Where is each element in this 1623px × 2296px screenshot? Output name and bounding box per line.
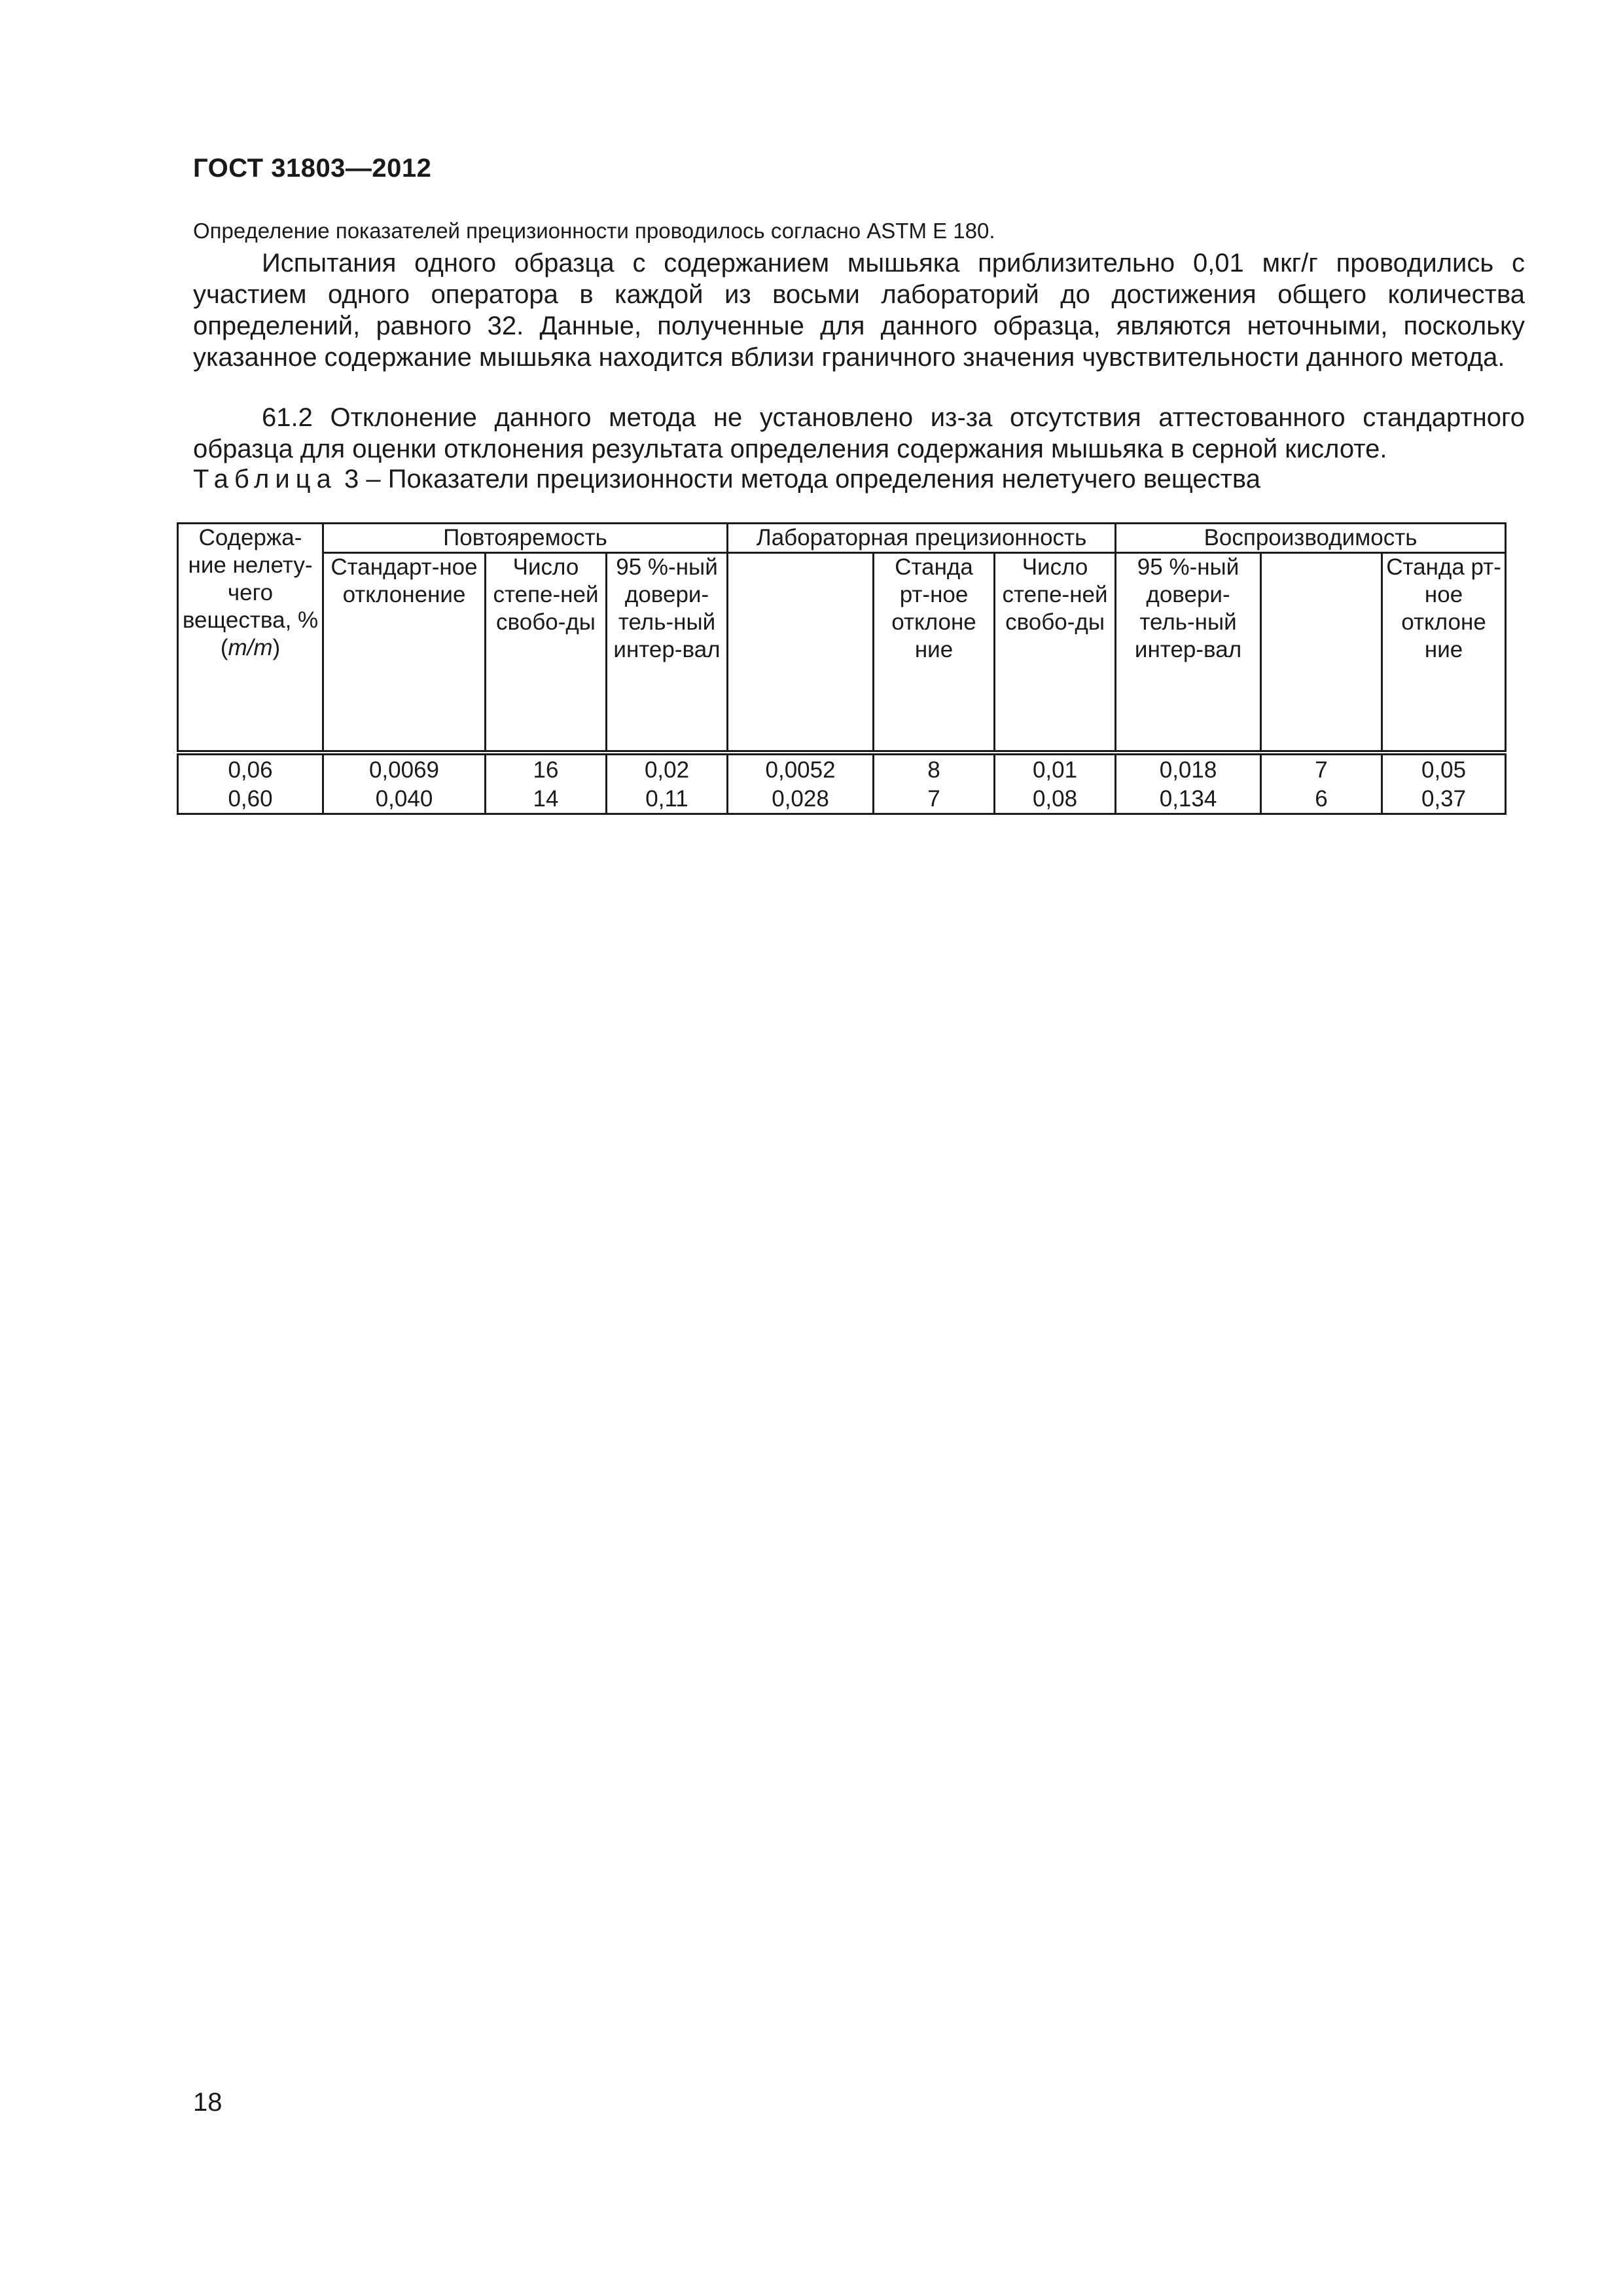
table-cell: 7 bbox=[1261, 753, 1382, 784]
header-sub-cell bbox=[728, 553, 874, 753]
header-sub-cell: Число степе-ней свобо-ды bbox=[486, 553, 607, 753]
table-row bbox=[178, 753, 1506, 784]
table-caption-text: – Показатели прецизионности метода определения нелетучего вещества bbox=[366, 465, 1260, 493]
table-cell: 0,028 bbox=[728, 784, 874, 814]
header-group-reproducibility: Воспроизводимость bbox=[1116, 524, 1506, 553]
header-group-repeatability: Повтояремость bbox=[323, 524, 728, 553]
precision-note: Определение показателей прецизионности проводилось согласно ASTM E 180. bbox=[193, 219, 995, 243]
table-cell: 0,05 bbox=[1382, 753, 1506, 784]
table-cell: 16 bbox=[486, 753, 607, 784]
header-sub-cell: Число степе-ней свобо-ды bbox=[995, 553, 1116, 753]
table-cell: 0,0052 bbox=[728, 753, 874, 784]
table-cell: 0,018 bbox=[1116, 753, 1261, 784]
table-cell: 0,06 bbox=[178, 753, 323, 784]
table-cell: 0,134 bbox=[1116, 784, 1261, 814]
table-cell: 8 bbox=[874, 753, 995, 784]
table-cell: 14 bbox=[486, 784, 607, 814]
header-group-lab-precision: Лабораторная прецизионность bbox=[728, 524, 1116, 553]
table-cell: 7 bbox=[874, 784, 995, 814]
header-sub-cell: Стандарт-ное отклонение bbox=[323, 553, 486, 753]
header-sub-cell: 95 %-ный довери-тель-ный интер-вал bbox=[1116, 553, 1261, 753]
precision-table bbox=[177, 522, 1507, 815]
table-caption bbox=[193, 463, 1260, 495]
header-sub-cell: 95 %-ный довери-тель-ный интер-вал bbox=[607, 553, 728, 753]
header-sub-cell: Станда рт-ное отклоне ние bbox=[874, 553, 995, 753]
header-content-column bbox=[178, 524, 323, 753]
paragraph-arsenic-test: Испытания одного образца с содержанием мышьяка приблизительно 0,01 мкг/г проводились с участием одного оператора в каждой из восьми лабораторий до достижения общего количества определений, равного 32. Данные, полученные для данного образца, являются неточными, поскольку указанное содержание мышьяка находится вблизи граничного значения чувствительности данного метода. bbox=[193, 249, 1525, 372]
table-caption-label: Таблица bbox=[193, 465, 337, 493]
header-content-suffix: ) bbox=[272, 635, 281, 660]
table-cell: 0,60 bbox=[178, 784, 323, 814]
table-cell: 0,37 bbox=[1382, 784, 1506, 814]
table-cell: 0,040 bbox=[323, 784, 486, 814]
table-cell: 0,0069 bbox=[323, 753, 486, 784]
table-cell: 0,01 bbox=[995, 753, 1116, 784]
paragraph-61-2: 61.2 Отклонение данного метода не установлено из-за отсутствия аттестованного стандартного образца для оценки отклонения результата определения содержания мышьяка в серной кислоте. bbox=[193, 403, 1525, 463]
header-content-unit: m/m bbox=[228, 635, 273, 660]
header-sub-cell: Станда рт-ное отклоне ние bbox=[1382, 553, 1506, 753]
precision-table-container bbox=[177, 522, 1505, 815]
table-cell: 0,02 bbox=[607, 753, 728, 784]
table-row bbox=[178, 784, 1506, 814]
table-cell: 0,08 bbox=[995, 784, 1116, 814]
page-number: 18 bbox=[193, 2088, 223, 2117]
table-caption-number: 3 bbox=[344, 465, 359, 493]
table-header-groups bbox=[178, 524, 1506, 553]
table-cell: 6 bbox=[1261, 784, 1382, 814]
table-header-subcolumns bbox=[178, 553, 1506, 753]
header-sub-cell bbox=[1261, 553, 1382, 753]
table-cell: 0,11 bbox=[607, 784, 728, 814]
document-header: ГОСТ 31803—2012 bbox=[193, 154, 432, 183]
header-content-text: Содержа-ние нелету-чего вещества, % ( bbox=[182, 525, 319, 660]
